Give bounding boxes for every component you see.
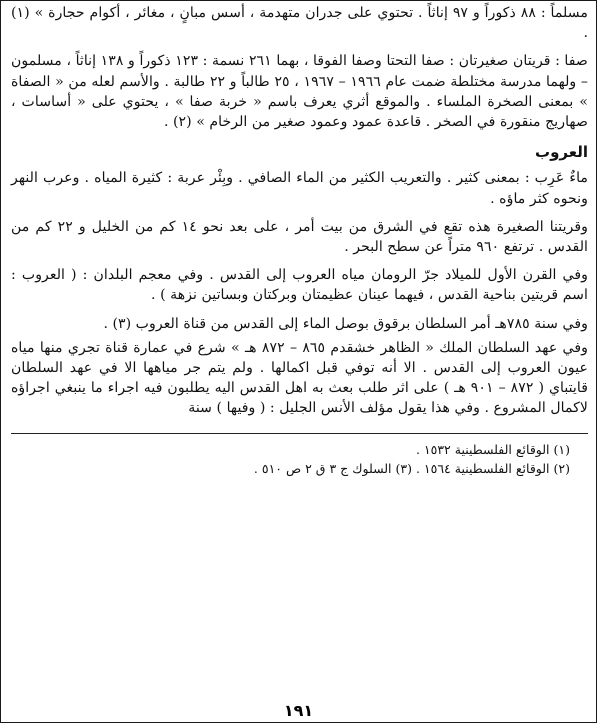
paragraph-etymology: ماءٌ عَرِب : بمعنى كثير . والتعريب الكثير من الماء الصافي . وبِئْر عربة : كثيرة المياه . وعرب النهر ونحوه كثر ماؤه . bbox=[11, 170, 588, 207]
footnote-2-3: (٢) الوقائع الفلسطينية ١٥٦٤ . (٣) السلوك ج ٣ ق ٢ ص ٥١٠ . bbox=[253, 460, 570, 476]
paragraph-safa: صفا : قريتان صغيرتان : صفا التحتا وصفا الفوقا ، بهما ٢٦١ نسمة : ١٢٣ ذكوراً و ١٣٨ إناثاً ، مسلمون – ولهما مدرسة مختلطة ضمت عام ١٩٦٦ – ١٩٦٧ ، ٢٥ طالباً و ٢٢ طالبة . والأسم لعله من « الصفاة » بمعنى الصخرة الملساء . والموقع أثري يعرف باسم « خربة صفا » ، يحتوي على « أساسات ، صهاريج منقورة في الصخر . قاعدة عمود وعمود صغير من الرخام » (٢) . bbox=[11, 53, 588, 131]
footnote-1: (١) الوقائع الفلسطينية ١٥٣٢ . bbox=[415, 441, 570, 457]
book-page bbox=[11, 3, 588, 722]
paragraph-location: وقريتنا الصغيرة هذه تقع في الشرق من بيت أمر ، على بعد نحو ١٤ كم من الخليل و ٢٢ كم من القدس . ترتفع ٩٦٠ متراً عن سطح البحر . bbox=[11, 218, 588, 256]
paragraph-muslims-count: مسلماً : ٨٨ ذكوراً و ٩٧ إناثاً . تحتوي على جدران متهدمة ، أسس مبانٍ ، مغائر ، أكوام حجارة » (١) . bbox=[11, 5, 588, 42]
page-number: ١٩١ bbox=[283, 701, 314, 720]
footnote-divider bbox=[11, 433, 588, 434]
paragraph-roman-history: وفي القرن الأول للميلاد جرّ الرومان مياه العروب إلى القدس . وفي معجم البلدان : ( العروب : اسم قريتين بناحية القدس ، فيهما عينان عظيمتان وبركتان وبساتين نزهة ) . bbox=[11, 267, 588, 304]
paragraph-barquq: وفي سنة ٧٨٥هـ أمر السلطان برقوق بوصل الماء إلى القدس من قناة العروب (٣) . bbox=[103, 315, 588, 332]
footnotes bbox=[11, 440, 588, 478]
section-heading-aroub: العروب bbox=[535, 143, 588, 162]
paragraph-khushqadam: وفي عهد السلطان الملك « الظاهر خشقدم ٨٦٥ – ٨٧٢ هـ » شرع في عمارة قناة تجري منها مياه عيون العروب إلى القدس . الا أنه توفي قبل اكمالها . ولم يتم جر مياهها الا في عهد السلطان قايتباي ( ٨٧٢ – ٩٠١ هـ ) على اثر طلب بعث به اهل القدس اليه يطلبون فيه اجراء ما ينبغي اجراؤه لاكمال المشروع . وفي هذا يقول مؤلف الأنس الجليل : ( وفيها ) سنة bbox=[11, 339, 588, 417]
